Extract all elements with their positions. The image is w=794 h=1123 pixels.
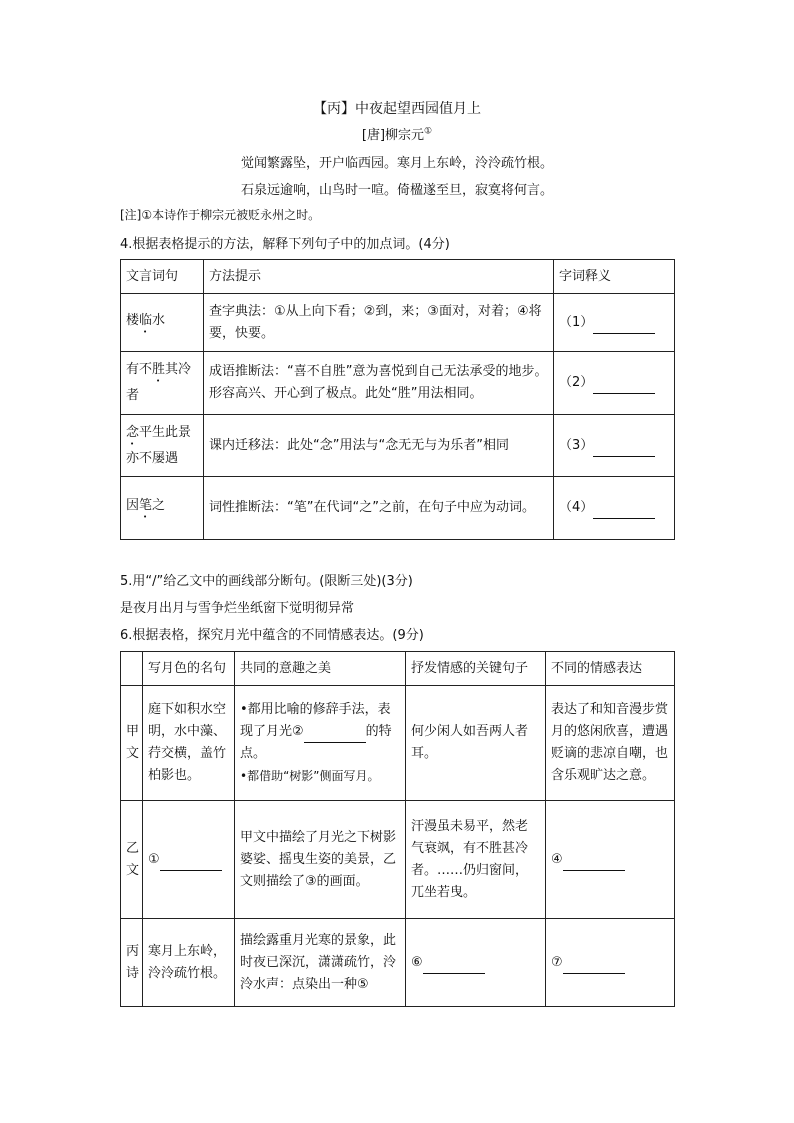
- q6-emotion-jia: 表达了和知音漫步赏月的悠闲欣喜，遭遇贬谪的悲凉自嘲，也含乐观旷达之意。: [546, 686, 675, 801]
- answer-blank[interactable]: [423, 959, 485, 974]
- q4-answer-2: （2）: [554, 352, 675, 415]
- q6-header-emotion: 不同的情感表达: [546, 652, 675, 686]
- q4-phrase-1: 楼临水: [121, 294, 204, 352]
- q6-key-bing: ⑥: [406, 919, 546, 1007]
- q4-header-phrase: 文言词句: [121, 260, 204, 294]
- q4-row-3: [121, 415, 675, 477]
- q4-answer-1: （1）: [554, 294, 675, 352]
- q6-label-jia: 甲文: [121, 686, 143, 801]
- q6-key-jia: 何少闲人如吾两人者耳。: [406, 686, 546, 801]
- answer-blank[interactable]: [593, 379, 655, 394]
- q5-sentence: 是夜月出月与雪争烂坐纸窗下觉明彻异常: [120, 601, 355, 616]
- answer-blank[interactable]: [304, 728, 366, 743]
- q4-header-method: 方法提示: [204, 260, 554, 294]
- q6-row-bing: [121, 919, 675, 1007]
- q4-row-1: [121, 294, 675, 352]
- q4-phrase-2: 有不胜其冷者: [121, 352, 204, 415]
- answer-blank[interactable]: [593, 504, 655, 519]
- q6-common-bing: 描绘露重月光寒的景象，此时夜已深沉，潇潇疏竹，泠泠水声：点染出一种⑤: [235, 919, 406, 1007]
- poem-author-name: [唐]柳宗元: [361, 128, 425, 143]
- poem-author: [0, 124, 794, 143]
- q6-header-quote: 写月色的名句: [143, 652, 235, 686]
- q4-row-4: [121, 477, 675, 540]
- q6-header-row: [121, 652, 675, 686]
- q6-quote-jia: 庭下如积水空明，水中藻、荇交横，盖竹柏影也。: [143, 686, 235, 801]
- q6-label-bing: 丙诗: [121, 919, 143, 1007]
- answer-blank[interactable]: [563, 856, 625, 871]
- q6-row-jia: [121, 686, 675, 801]
- q4-method-3: 课内迁移法：此处“念”用法与“念无无与为乐者”相同: [204, 415, 554, 477]
- poem-author-note-mark: ①: [424, 126, 433, 137]
- q6-header-blank: [121, 652, 143, 686]
- answer-blank[interactable]: [160, 856, 222, 871]
- q6-key-yi: 汗漫虽未易平，然老气衰飒，有不胜甚冷者。……仍归窗间，兀坐若曳。: [406, 801, 546, 919]
- q6-common-jia: •都用比喻的修辞手法，表现了月光② 的特点。 •都借助“树影”侧面写月。: [235, 686, 406, 801]
- q4-row-2: [121, 352, 675, 415]
- q6-emotion-bing: ⑦: [546, 919, 675, 1007]
- q6-emotion-yi: ④: [546, 801, 675, 919]
- q5-prompt: 5.用“/”给乙文中的画线部分断句。(限断三处)(3分): [120, 574, 413, 589]
- q6-label-yi: 乙文: [121, 801, 143, 919]
- poem-note: [注]①本诗作于柳宗元被贬永州之时。: [120, 208, 321, 222]
- answer-blank[interactable]: [563, 959, 625, 974]
- poem-line-1: 觉闻繁露坠，开户临西园。寒月上东岭，泠泠疏竹根。: [240, 156, 553, 171]
- q4-method-4: 词性推断法：“笔”在代词“之”之前，在句子中应为动词。: [204, 477, 554, 540]
- q4-method-1: 查字典法：①从上向下看；②到，来；③面对，对着；④将要，快要。: [204, 294, 554, 352]
- q6-table: [120, 651, 675, 1007]
- q6-header-key: 抒发情感的关键句子: [406, 652, 546, 686]
- answer-blank[interactable]: [593, 319, 655, 334]
- poem-title: 【丙】中夜起望西园值月上: [313, 101, 481, 117]
- q6-prompt: 6.根据表格，探究月光中蕴含的不同情感表达。(9分): [120, 628, 424, 643]
- q4-table: [120, 259, 675, 540]
- q4-header-meaning: 字词释义: [554, 260, 675, 294]
- q6-common-yi: 甲文中描绘了月光之下树影婆娑、摇曳生姿的美景，乙文则描绘了③的画面。: [235, 801, 406, 919]
- q4-method-2: 成语推断法：“喜不自胜”意为喜悦到自己无法承受的地步。形容高兴、开心到了极点。此处“胜”用法相同。: [204, 352, 554, 415]
- q4-answer-3: （3）: [554, 415, 675, 477]
- q6-quote-bing: 寒月上东岭，泠泠疏竹根。: [143, 919, 235, 1007]
- q6-row-yi: [121, 801, 675, 919]
- q4-prompt: 4.根据表格提示的方法，解释下列句子中的加点词。(4分): [120, 237, 450, 252]
- q4-phrase-3: 念平生此景亦不屡遇: [121, 415, 204, 477]
- q6-quote-yi: ①: [143, 801, 235, 919]
- q4-header-row: [121, 260, 675, 294]
- answer-blank[interactable]: [593, 442, 655, 457]
- q6-header-common: 共同的意趣之美: [235, 652, 406, 686]
- q4-answer-4: （4）: [554, 477, 675, 540]
- poem-line-2: 石泉远逾响，山鸟时一喧。倚楹遂至旦，寂寞将何言。: [240, 183, 553, 198]
- q4-phrase-4: 因笔之: [121, 477, 204, 540]
